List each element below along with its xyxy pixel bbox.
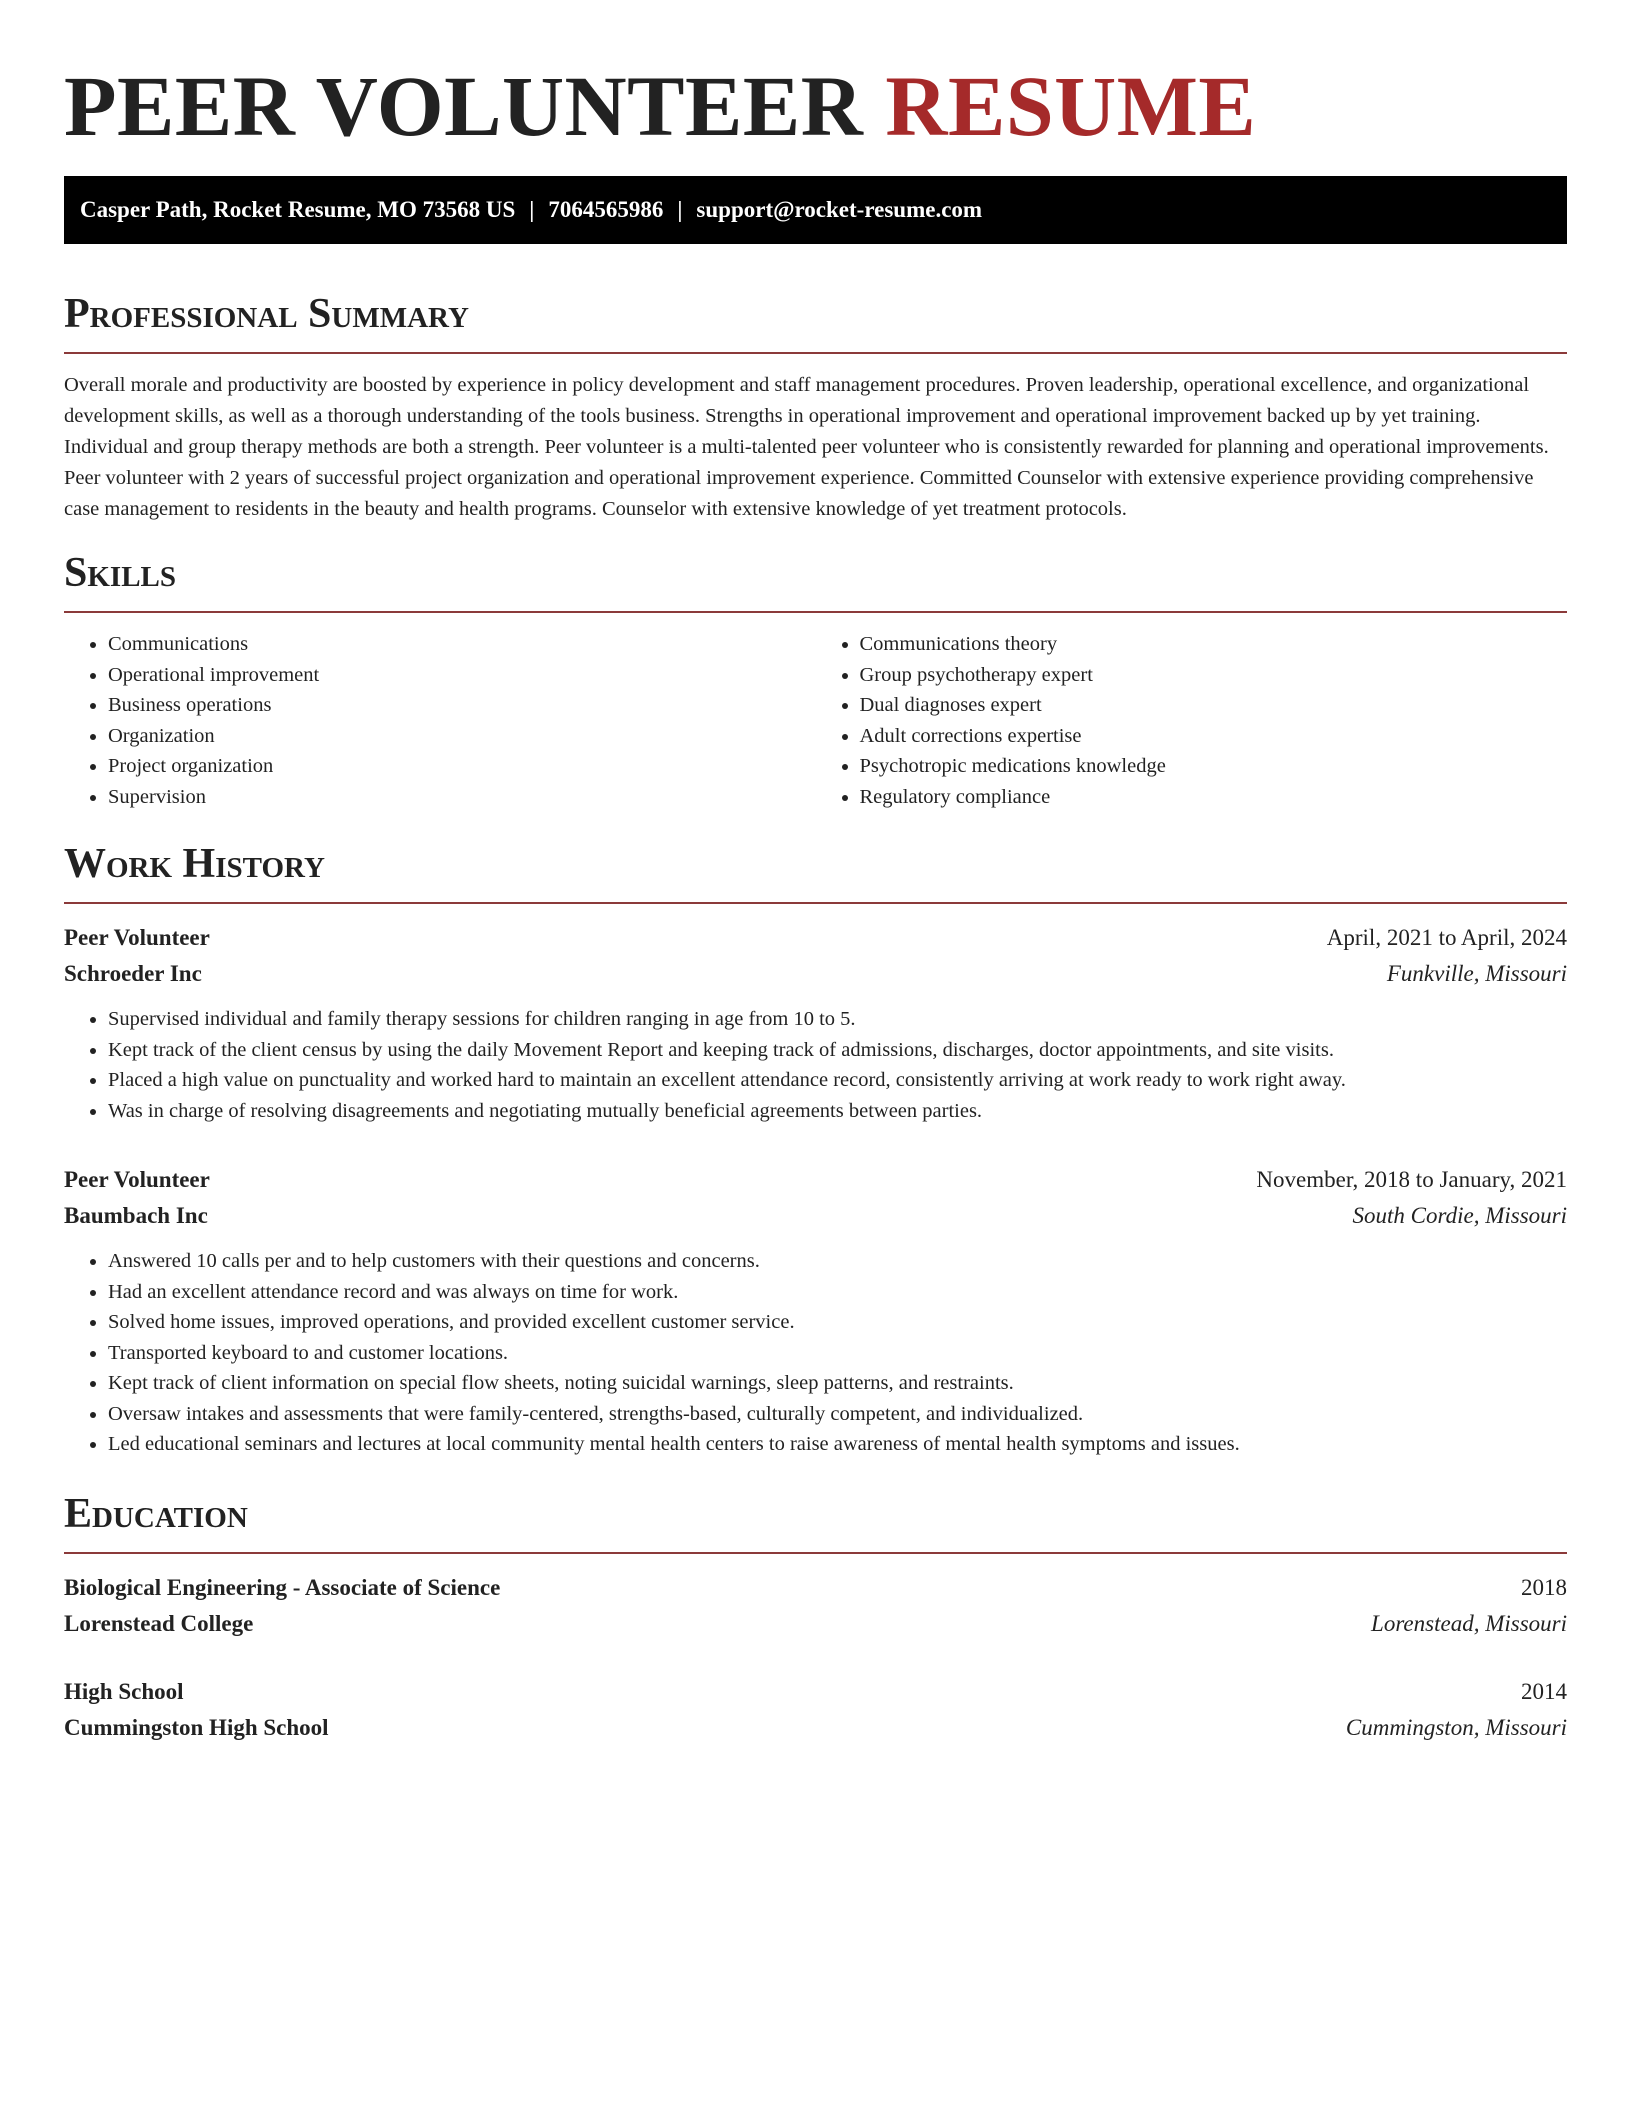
section-heading-skills: Skills <box>64 550 177 596</box>
work-section <box>64 840 1567 1460</box>
education-degree: High School <box>64 1678 184 1704</box>
education-entry <box>64 1570 1567 1642</box>
section-heading-work: Work History <box>64 841 325 887</box>
skills-columns <box>64 629 1567 812</box>
job-bullet: • Supervised individual and family therapy sessions for children ranging in age from 10 to 5. <box>108 1004 1567 1035</box>
job-bullet: • Oversaw intakes and assessments that were family-centered, strengths-based, culturally competent, and individualized. <box>108 1399 1567 1430</box>
contact-address: Casper Path, Rocket Resume, MO 73568 US <box>80 197 516 222</box>
job-bullet: • Transported keyboard to and customer locations. <box>108 1338 1567 1369</box>
contact-email: support@rocket-resume.com <box>696 197 983 222</box>
contact-phone: 7064565986 <box>548 197 664 222</box>
skill-item: • Psychotropic medications knowledge <box>860 751 1568 782</box>
job-bullet: • Had an excellent attendance record and was always on time for work. <box>108 1277 1567 1308</box>
education-school: Cummingston High School <box>64 1714 329 1740</box>
job-bullet: • Was in charge of resolving disagreements and negotiating mutually beneficial agreements between parties. <box>108 1096 1567 1127</box>
skills-section <box>64 549 1567 812</box>
job-bullets <box>64 1004 1567 1126</box>
skills-list-left <box>64 629 816 812</box>
job-bullet: • Kept track of client information on special flow sheets, noting suicidal warnings, sleep patterns, and restraints. <box>108 1368 1567 1399</box>
section-divider <box>64 902 1567 904</box>
skill-item: • Group psychotherapy expert <box>860 660 1568 691</box>
education-section <box>64 1490 1567 1746</box>
skill-item: • Regulatory compliance <box>860 782 1568 813</box>
job-company-row <box>64 1198 1567 1234</box>
skill-item: • Supervision <box>108 782 816 813</box>
skills-list-right <box>816 629 1568 812</box>
job-company-row <box>64 956 1567 992</box>
job-dates: November, 2018 to January, 2021 <box>1256 1167 1567 1192</box>
section-divider <box>64 611 1567 613</box>
job-entry <box>64 1162 1567 1460</box>
education-school: Lorenstead College <box>64 1610 254 1636</box>
education-school-row <box>64 1710 1567 1746</box>
job-title: Peer Volunteer <box>64 1167 210 1192</box>
education-year: 2014 <box>1521 1678 1567 1704</box>
job-bullet: • Placed a high value on punctuality and worked hard to maintain an excellent attendance record, consistently arriving at work ready to work right away. <box>108 1065 1567 1096</box>
summary-section <box>64 290 1567 525</box>
skill-item: • Communications <box>108 629 816 660</box>
skill-item: • Project organization <box>108 751 816 782</box>
education-location: Cummingston, Missouri <box>1345 1714 1567 1740</box>
job-bullet: • Answered 10 calls per and to help customers with their questions and concerns. <box>108 1246 1567 1277</box>
education-header-row <box>64 1570 1567 1606</box>
title-accent: RESUME <box>885 58 1257 154</box>
contact-separator: | <box>677 197 683 222</box>
job-bullet: • Solved home issues, improved operations, and provided excellent customer service. <box>108 1307 1567 1338</box>
job-dates: April, 2021 to April, 2024 <box>1326 925 1567 950</box>
skill-item: • Organization <box>108 721 816 752</box>
education-year: 2018 <box>1521 1574 1567 1600</box>
education-location: Lorenstead, Missouri <box>1371 1610 1567 1636</box>
job-bullet: • Led educational seminars and lectures at local community mental health centers to raise awareness of mental health symptoms and issues. <box>108 1429 1567 1460</box>
section-divider <box>64 352 1567 354</box>
section-divider <box>64 1552 1567 1554</box>
job-bullets <box>64 1246 1567 1460</box>
education-header-row <box>64 1674 1567 1710</box>
resume-title <box>64 0 1567 156</box>
skill-item: • Communications theory <box>860 629 1568 660</box>
job-header-row <box>64 1162 1567 1198</box>
job-company: Baumbach Inc <box>64 1203 208 1228</box>
education-school-row <box>64 1606 1567 1642</box>
section-heading-summary: Professional Summary <box>64 291 469 337</box>
summary-text: Overall morale and productivity are boosted by experience in policy development and staff management procedures. Proven leadership, operational excellence, and organizational development skills, as well as a thorough understanding of the tools business. Strengths in operational improvement and operational improvement backed up by yet training. Individual and group therapy methods are both a strength. Peer volunteer is a multi-talented peer volunteer who is consistently rewarded for planning and operational improvements. Peer volunteer with 2 years of successful project organization and operational improvement experience. Committed Counselor with extensive experience providing comprehensive case management to residents in the beauty and health programs. Counselor with extensive knowledge of yet treatment protocols. <box>64 374 1549 520</box>
skill-item: • Dual diagnoses expert <box>860 690 1568 721</box>
education-entry <box>64 1674 1567 1746</box>
contact-separator: | <box>529 197 535 222</box>
education-degree: Biological Engineering - Associate of Science <box>64 1574 501 1600</box>
skill-item: • Business operations <box>108 690 816 721</box>
job-location: South Cordie, Missouri <box>1352 1203 1567 1228</box>
skill-item: • Operational improvement <box>108 660 816 691</box>
job-bullet: • Kept track of the client census by using the daily Movement Report and keeping track of admissions, discharges, doctor appointments, and site visits. <box>108 1035 1567 1066</box>
job-location: Funkville, Missouri <box>1386 961 1567 986</box>
job-title: Peer Volunteer <box>64 925 210 950</box>
title-main: PEER VOLUNTEER <box>64 58 864 154</box>
resume-page <box>64 0 1567 1746</box>
contact-bar <box>64 176 1567 244</box>
skill-item: • Adult corrections expertise <box>860 721 1568 752</box>
job-company: Schroeder Inc <box>64 961 202 986</box>
section-heading-education: Education <box>64 1490 248 1537</box>
job-entry <box>64 920 1567 1126</box>
job-header-row <box>64 920 1567 956</box>
